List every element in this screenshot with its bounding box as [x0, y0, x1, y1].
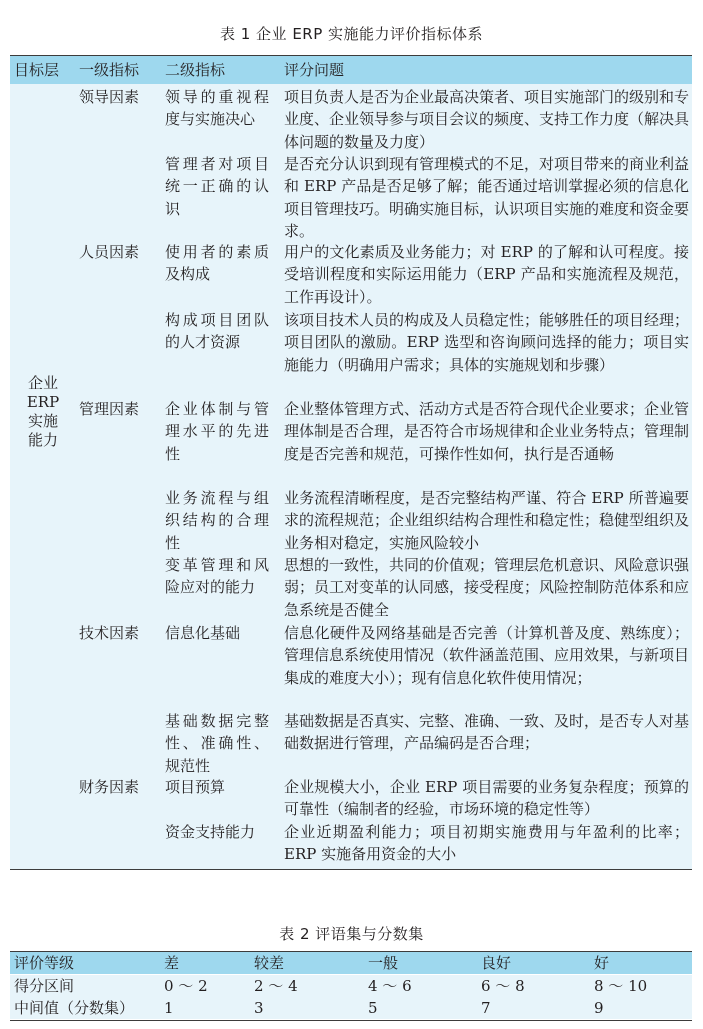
question-cell: 思想的一致性，共同的价值观；管理层危机意识、风险意识强弱；员工对变革的认同感，接受程度；风险控制防范体系和应急系统是否健全 [284, 556, 690, 619]
table2-cell: 得分区间 [14, 977, 75, 995]
table1-title: 表 1 企业 ERP 实施能力评价指标体系 [219, 25, 484, 43]
level1-finance: 财务因素 [79, 778, 140, 796]
level1-technology: 技术因素 [79, 624, 140, 642]
level2-cell: 使用者的素质及构成 [165, 243, 269, 284]
level1-personnel: 人员因素 [79, 243, 140, 261]
table2-cell: 中间值（分数集） [14, 999, 135, 1017]
question-cell: 企业整体管理方式、活动方式是否符合现代企业要求；企业管理体制是否合理，是否符合市场规律和企业业务特点；管理制度是否完善和规范，可操作性如何，执行是否通畅 [284, 400, 690, 463]
header-level2: 二级指标 [165, 61, 226, 79]
level2-cell: 信息化基础 [165, 624, 241, 642]
question-cell: 业务流程清晰程度，是否完整结构严谨、符合 ERP 所普遍要求的流程规范；企业组织结构合理性和稳定性；稳健型组织及业务相对稳定，实施风险较小 [284, 489, 690, 552]
table2-header-cell: 一般 [368, 954, 399, 972]
level2-cell: 项目预算 [165, 778, 226, 796]
question-cell: 企业近期盈利能力；项目初期实施费用与年盈利的比率；ERP 实施备用资金的大小 [284, 823, 689, 864]
table2-cell: 9 [594, 999, 604, 1017]
header-level1: 一级指标 [79, 61, 140, 79]
header-question: 评分问题 [284, 61, 345, 79]
level1-leadership: 领导因素 [79, 88, 140, 106]
question-cell: 信息化硬件及网络基础是否完善（计算机普及度、熟练度）；管理信息系统使用情况（软件涵盖范围、应用效果，与新项目集成的难度大小）；现有信息化软件使用情况； [284, 624, 690, 687]
question-cell: 用户的文化素质及业务能力；对 ERP 的了解和认可程度。接受培训程度和实际运用能力（ERP 产品和实施流程及规范，工作再设计）。 [284, 243, 689, 306]
header-target: 目标层 [14, 61, 60, 79]
table2-cell: 8 ～ 10 [594, 977, 648, 995]
table2-cell: 4 ～ 6 [368, 977, 412, 995]
table2-row-midpoint [10, 997, 692, 1019]
level2-cell: 变革管理和风险应对的能力 [165, 556, 269, 597]
table2-header-cell: 好 [594, 954, 610, 972]
level2-cell: 资金支持能力 [165, 823, 256, 841]
table1 [10, 55, 692, 870]
table2-cell: 1 [164, 999, 174, 1017]
table1-header-row [10, 56, 692, 84]
level2-cell: 企业体制与管理水平的先进性 [165, 400, 269, 463]
table2-row-score-range [10, 975, 692, 997]
level2-cell: 业务流程与组织结构的合理性 [165, 489, 269, 552]
level2-cell: 基础数据完整性、准确性、规范性 [165, 712, 269, 775]
table2-header-cell: 差 [164, 954, 180, 972]
table2-cell: 3 [254, 999, 264, 1017]
level2-cell: 管理者对项目统一正确的认识 [165, 155, 269, 218]
table2-cell: 0 ～ 2 [164, 977, 208, 995]
table2-header-cell: 较差 [254, 954, 285, 972]
question-cell: 企业规模大小，企业 ERP 项目需要的业务复杂程度；预算的可靠性（编制者的经验，市场环境的稳定性等） [284, 778, 689, 819]
question-cell: 项目负责人是否为企业最高决策者、项目实施部门的级别和专业度、企业领导参与项目会议的频度、支持工作力度（解决具体问题的数量及力度） [284, 88, 690, 151]
table2-title: 表 2 评语集与分数集 [279, 925, 424, 943]
table2-cell: 5 [368, 999, 378, 1017]
level1-management: 管理因素 [79, 400, 140, 418]
table2-cell: 7 [481, 999, 491, 1017]
question-cell: 是否充分认识到现有管理模式的不足，对项目带来的商业利益和 ERP 产品是否足够了解；能否通过培训掌握必须的信息化项目管理技巧。明确实施目标，认识项目实施的难度和资金要求。 [284, 155, 690, 240]
level2-cell: 构成项目团队的人才资源 [165, 311, 269, 352]
table2-cell: 6 ～ 8 [481, 977, 525, 995]
target-layer-cell: 企业ERP实施能力 [26, 374, 60, 449]
table2-cell: 2 ～ 4 [254, 977, 298, 995]
level2-cell: 领导的重视程度与实施决心 [165, 88, 269, 129]
table2-header-row [10, 952, 692, 974]
question-cell: 基础数据是否真实、完整、准确、一致、及时，是否专人对基础数据进行管理，产品编码是否合理； [284, 712, 690, 753]
table2 [10, 951, 692, 1021]
table2-header-cell: 良好 [481, 954, 512, 972]
table2-header-cell: 评价等级 [14, 954, 75, 972]
question-cell: 该项目技术人员的构成及人员稳定性；能够胜任的项目经理；项目团队的激励。ERP 选型和咨询顾问选择的能力；项目实施能力（明确用户需求；具体的实施规划和步骤） [284, 311, 690, 374]
